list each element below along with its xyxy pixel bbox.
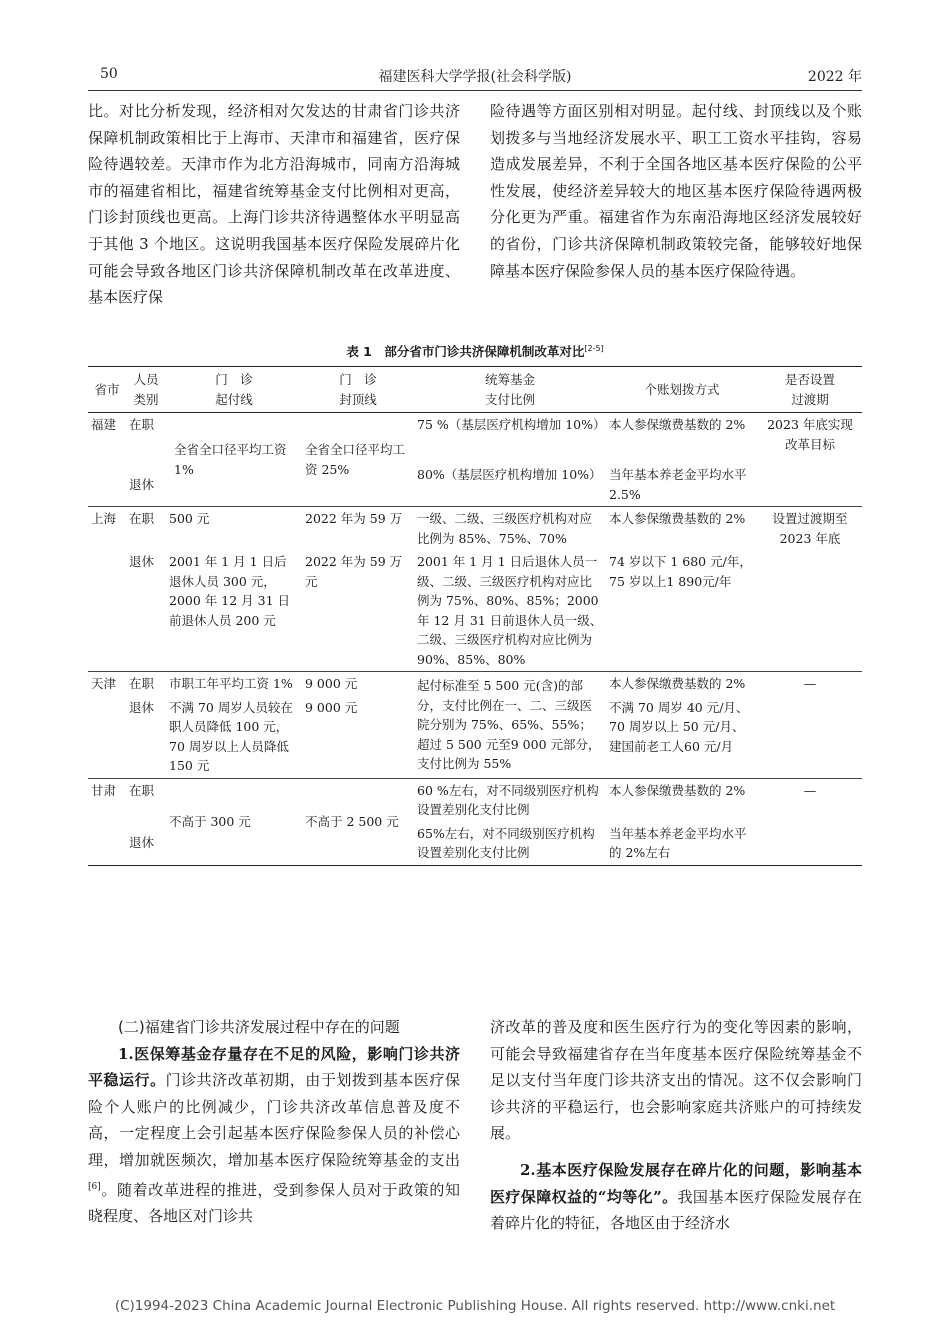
table-header-row <box>88 367 862 413</box>
paragraph-1 <box>88 1041 460 1230</box>
cell-transition: 2023 年底实现改革目标 <box>767 417 853 452</box>
cell-cap: 2022 年为 59 万元 <box>305 554 403 589</box>
cell-account: 74 岁以下 1 680 元/年，75 岁以上1 890元/年 <box>609 554 752 589</box>
cell-pool: 2001 年 1 月 1 日后退休人员一级、二级、三级医疗机构对应比例为 75%、80%、85%；2000 年 12 月 31 日前退休人员一级、二级、三级医疗机构对应比例为 90%、85%、80% <box>417 554 603 667</box>
table-row <box>88 507 862 551</box>
paragraph-1-title: 1.医保筹基金存量存在不足的风险，影响门诊共济平稳运行。 <box>88 1044 460 1090</box>
table-group-fujian <box>88 413 862 507</box>
top-right-column <box>490 98 862 284</box>
table-row <box>88 672 862 696</box>
cell-cap: 不高于 2 500 元 <box>305 813 399 829</box>
cell-province: 上海 <box>91 511 117 526</box>
cell-pool: 80%（基层医疗机构增加 10%） <box>417 467 602 482</box>
header-account: 个账划拨方式 <box>644 381 720 397</box>
cell-transition: 设置过渡期至 2023 年底 <box>772 511 848 546</box>
cell-pool: 65%左右，对不同级别医疗机构设置差别化支付比例 <box>417 825 595 860</box>
cell-account: 当年基本养老金平均水平的 2%左右 <box>609 825 747 860</box>
paragraph-1-text: 门诊共济改革初期，由于划拨到基本医疗保险个人账户的比例减少，门诊共济改革信息普及度不高，一定程度上会引起基本医疗保险参保人员的补偿心理，增加就医频次，增加基本医疗保险统筹基金的支出 <box>88 1071 460 1169</box>
cell-person-type: 退休 <box>129 699 155 715</box>
paragraph-2: 济改革的普及度和医生医疗行为的变化等因素的影响，可能会导致福建省存在当年度基本医疗保险统筹基金不足以支付当年度门诊共济支出的情况。这不仅会影响门诊共济的平稳运行，也会影响家庭共济账户的可持续发展。 <box>490 1018 862 1143</box>
comparison-table <box>88 366 862 866</box>
cell-cap: 全省全口径平均工资 25% <box>305 442 406 477</box>
cell-account: 本人参保缴费基数的 2% <box>609 417 746 432</box>
cell-province: 天津 <box>91 676 117 691</box>
cell-person-type: 在职 <box>129 417 155 432</box>
cell-cap: 9 000 元 <box>305 699 358 715</box>
cell-account: 本人参保缴费基数的 2% <box>609 676 746 691</box>
table-row <box>88 550 862 672</box>
cell-account: 不满 70 周岁 40 元/月、70 周岁以上 50 元/月、建国前老工人60 元/月 <box>609 699 749 754</box>
table-row <box>88 413 862 464</box>
cell-cap: 9 000 元 <box>305 676 358 691</box>
cell-account: 本人参保缴费基数的 2% <box>609 782 746 798</box>
header-rule <box>88 90 862 91</box>
bottom-right-column <box>490 1014 862 1237</box>
cell-province: 甘肃 <box>91 782 117 798</box>
top-left-column <box>88 98 460 311</box>
top-left-text: 比。对比分析发现，经济相对欠发达的甘肃省门诊共济保障机制政策相比于上海市、天津市和福建省，医疗保险待遇较差。天津市作为北方沿海城市，同南方沿海城市的福建省相比，福建省统筹基金支付比例相对更高，门诊封顶线也更高。上海门诊共济待遇整体水平明显高于其他 3 个地区。这说明我国基本医疗保险发展碎片化可能会导致各地区门诊共济保障机制改革在改革进度、基本医疗保 <box>88 102 460 307</box>
page-number: 50 <box>100 66 118 82</box>
cell-cap: 2022 年为 59 万 <box>305 511 403 526</box>
cell-transition: — <box>803 676 817 691</box>
table-group-gansu <box>88 778 862 865</box>
cell-deductible: 全省全口径平均工资 1% <box>174 442 287 477</box>
cell-person-type: 在职 <box>129 782 155 798</box>
cell-pool: 一级、二级、三级医疗机构对应比例为 85%、75%、70% <box>417 511 593 546</box>
cell-pool: 75 %（基层医疗机构增加 10%） <box>417 417 606 432</box>
table-caption-ref: [2-5] <box>584 343 604 353</box>
cell-account: 当年基本养老金平均水平 2.5% <box>609 467 747 502</box>
cell-deductible: 不满 70 周岁人员较在职人员降低 100 元，70 周岁以上人员降低 150 元 <box>169 699 293 773</box>
paragraph-3-title: 2.基本医疗保险发展存在碎片化的问题，影响基本医疗保障权益的“均等化”。 <box>490 1160 862 1206</box>
header-pool-ratio: 统筹基金 支付比例 <box>484 372 535 407</box>
cell-pool: 60 %左右，对不同级别医疗机构设置差别化支付比例 <box>417 782 599 817</box>
cell-person-type: 退休 <box>129 835 155 851</box>
header-deductible: 门 诊 起付线 <box>215 372 253 407</box>
paragraph-3 <box>490 1157 862 1237</box>
paragraph-3-text: 我国基本医疗保险发展存在着碎片化的特征，各地区由于经济水 <box>490 1187 862 1233</box>
cell-deductible: 市职工年平均工资 1% <box>169 676 293 691</box>
cell-person-type: 退休 <box>129 554 155 569</box>
table-group-tianjin <box>88 672 862 779</box>
cell-pool: 起付标准至 5 500 元(含)的部分，支付比例在一、二、三级医院分别为 75%、65%、55%；超过 5 500 元至9 000 元部分，支付比例为 55% <box>417 678 601 771</box>
cell-deductible: 2001 年 1 月 1 日后退休人员 300 元，2000 年 12 月 31 日前退休人员 200 元 <box>169 554 290 628</box>
header-cap: 门 诊 封顶线 <box>339 372 377 407</box>
cell-transition: — <box>803 782 817 798</box>
top-right-text: 险待遇等方面区别相对明显。起付线、封顶线以及个账划拨多与当地经济发展水平、职工工资水平挂钩，容易造成发展差异，不利于全国各地区基本医疗保险的公平性发展，使经济差异较大的地区基本医疗保险待遇两极分化更为严重。福建省作为东南沿海地区经济发展较好的省份，门诊共济保障机制政策较完备，能够较好地保障基本医疗保险参保人员的基本医疗保险待遇。 <box>490 102 862 280</box>
section-heading: (二)福建省门诊共济发展过程中存在的问题 <box>118 1018 400 1036</box>
cell-deductible: 500 元 <box>169 511 210 526</box>
citation-6: [6] <box>88 1181 101 1192</box>
cell-person-type: 在职 <box>129 511 155 526</box>
cell-person-type: 退休 <box>129 476 155 492</box>
table-group-shanghai <box>88 507 862 672</box>
table-caption <box>88 342 862 360</box>
table-row <box>88 778 862 822</box>
cell-account: 本人参保缴费基数的 2% <box>609 511 746 526</box>
cell-person-type: 在职 <box>129 676 155 691</box>
cell-province: 福建 <box>91 417 117 432</box>
header-transition: 是否设置 过渡期 <box>784 372 835 407</box>
copyright-footer: (C)1994-2023 China Academic Journal Electronic Publishing House. All rights reserved. http://www.cnki.net <box>114 1298 836 1314</box>
header-person-type: 人员 类别 <box>133 372 159 407</box>
paragraph-1-text-end: 。随着改革进程的推进，受到参保人员对于政策的知晓程度、各地区对门诊共 <box>88 1180 460 1226</box>
cell-deductible: 不高于 300 元 <box>169 813 251 829</box>
table-caption-text: 表 1 部分省市门诊共济保障机制改革对比 <box>346 344 585 359</box>
journal-year: 2022 年 <box>807 69 862 85</box>
header-province: 省市 <box>94 381 120 397</box>
bottom-left-column <box>88 1014 460 1230</box>
journal-title: 福建医科大学学报(社会科学版) <box>378 69 572 85</box>
